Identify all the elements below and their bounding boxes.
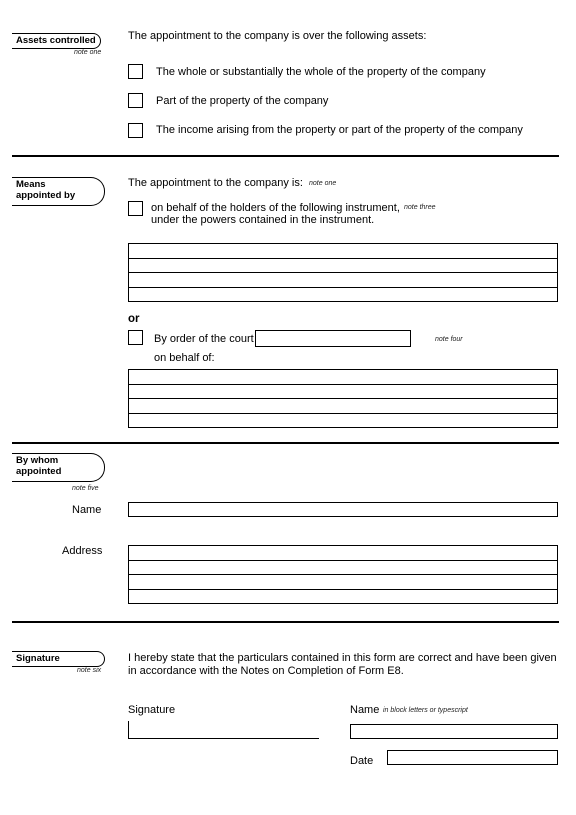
- checkbox-income-property[interactable]: [128, 123, 143, 138]
- tab-assets-controlled: [12, 33, 101, 49]
- on-behalf-row[interactable]: [129, 414, 557, 429]
- means-note-one: note one: [309, 180, 337, 187]
- on-behalf-row[interactable]: [129, 370, 557, 385]
- checkbox-instrument-holders[interactable]: [128, 201, 143, 216]
- tab-signature: [12, 651, 105, 667]
- note-one-marker: note one: [74, 49, 102, 56]
- address-row[interactable]: [129, 561, 557, 576]
- note-five-marker: note five: [72, 485, 99, 492]
- signatory-name-hint: in block letters or typescript: [383, 707, 468, 714]
- appointer-name-label: Name: [72, 504, 102, 516]
- court-name-field[interactable]: [255, 330, 411, 347]
- instrument-row[interactable]: [129, 244, 557, 259]
- section-divider: [12, 442, 559, 444]
- instrument-label-line2: under the powers contained in the instrument.: [151, 214, 375, 226]
- appointer-address-field[interactable]: [128, 545, 558, 604]
- appointer-name-field[interactable]: [128, 502, 558, 517]
- tab-means-label-line1: Means: [16, 179, 46, 190]
- signature-field[interactable]: [128, 721, 319, 739]
- court-order-label: By order of the court: [154, 333, 254, 345]
- instrument-label-line1: on behalf of the holders of the following instrument,: [151, 202, 400, 214]
- date-field[interactable]: [387, 750, 558, 765]
- on-behalf-of-field[interactable]: [128, 369, 558, 428]
- statement-line2: in accordance with the Notes on Completion of Form E8.: [128, 665, 404, 677]
- checkbox-court-order[interactable]: [128, 330, 143, 345]
- on-behalf-of-label: on behalf of:: [154, 352, 215, 364]
- instrument-row[interactable]: [129, 288, 557, 303]
- appointer-address-label: Address: [62, 545, 103, 557]
- on-behalf-row[interactable]: [129, 385, 557, 400]
- tab-whom-label-line2: appointed: [16, 466, 62, 477]
- address-row[interactable]: [129, 590, 557, 605]
- address-row[interactable]: [129, 546, 557, 561]
- tab-by-whom-appointed: [12, 453, 105, 482]
- date-label: Date: [350, 755, 374, 767]
- section-divider: [12, 621, 559, 623]
- signatory-name-label: Name: [350, 704, 380, 716]
- tab-assets-controlled-label: Assets controlled: [16, 35, 96, 46]
- checkbox-part-property[interactable]: [128, 93, 143, 108]
- section-divider: [12, 155, 559, 157]
- note-six-marker: note six: [77, 667, 102, 674]
- instrument-row[interactable]: [129, 273, 557, 288]
- tab-whom-label-line1: By whom: [16, 455, 59, 466]
- tab-means-label-line2: appointed by: [16, 190, 76, 201]
- address-row[interactable]: [129, 575, 557, 590]
- signature-label: Signature: [128, 704, 176, 716]
- instrument-details-field[interactable]: [128, 243, 558, 302]
- checkbox-whole-property[interactable]: [128, 64, 143, 79]
- tab-signature-label: Signature: [16, 653, 60, 664]
- assets-intro-text: The appointment to the company is over the following assets:: [128, 30, 427, 42]
- tab-means-appointed-by: [12, 177, 105, 206]
- or-label: or: [128, 313, 140, 325]
- court-note-four: note four: [435, 336, 463, 343]
- option-whole-property-label: The whole or substantially the whole of the property of the company: [156, 66, 486, 78]
- statement-line1: I hereby state that the particulars contained in this form are correct and have been given: [128, 652, 557, 664]
- option-income-property-label: The income arising from the property or part of the property of the company: [156, 124, 523, 136]
- instrument-note-three: note three: [404, 204, 436, 211]
- instrument-row[interactable]: [129, 259, 557, 274]
- signatory-name-field[interactable]: [350, 724, 558, 739]
- option-part-property-label: Part of the property of the company: [156, 95, 329, 107]
- on-behalf-row[interactable]: [129, 399, 557, 414]
- means-intro-text: The appointment to the company is:: [128, 177, 303, 189]
